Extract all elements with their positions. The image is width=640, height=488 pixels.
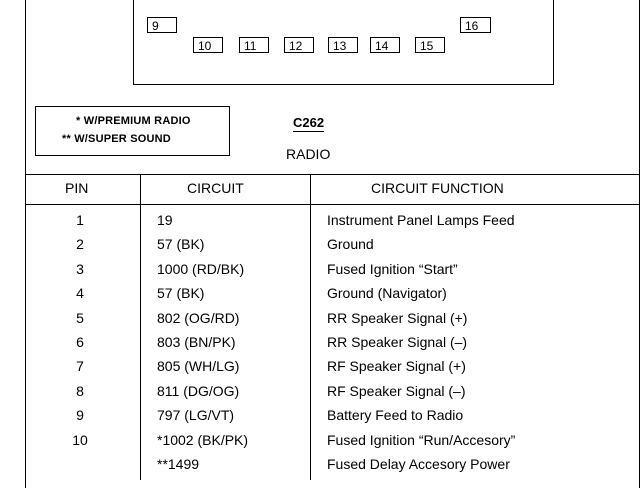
table-row-function: Instrument Panel Lamps Feed: [327, 212, 515, 228]
table-row-function: RF Speaker Signal (–): [327, 382, 466, 399]
table-row-circuit: 797 (LG/VT): [157, 407, 235, 424]
table-row-circuit: 802 (OG/RD): [157, 309, 240, 326]
table-row-pin: 3: [76, 260, 84, 277]
table-row-circuit: *1002 (BK/PK): [157, 431, 249, 448]
table-row-function: Ground: [327, 236, 374, 253]
table-row-function: Fused Delay Accesory Power: [327, 456, 510, 472]
table-col-divider-1: [140, 174, 141, 480]
table-row-function: RR Speaker Signal (+): [327, 309, 468, 326]
table-row-pin: 9: [76, 407, 84, 424]
table-row-circuit: 803 (BN/PK): [157, 334, 236, 350]
table-row-pin: 4: [76, 285, 84, 302]
legend-box: [35, 106, 230, 156]
table-row-circuit: 57 (BK): [157, 236, 205, 253]
table-row-pin: 2: [76, 236, 84, 253]
table-row-circuit: **1499: [157, 456, 200, 472]
connector-pin-15: 15: [415, 37, 445, 53]
table-col-divider-2: [310, 174, 311, 480]
table-row-pin: 8: [76, 382, 84, 399]
table-row-function: Fused Ignition “Start”: [327, 260, 458, 277]
header-circuit: CIRCUIT: [187, 180, 244, 196]
table-row-circuit: 805 (WH/LG): [157, 358, 240, 375]
table-row-pin: 6: [76, 334, 84, 350]
connector-id: C262: [293, 115, 325, 130]
connector-pin-11: 11: [239, 37, 269, 53]
connector-pin-16: 16: [460, 17, 491, 33]
table-header-rule: [25, 204, 639, 205]
table-row-function: Battery Feed to Radio: [327, 407, 464, 424]
connector-name: RADIO: [286, 146, 331, 162]
table-row-pin: 7: [76, 358, 84, 375]
table-row-pin: 5: [76, 309, 84, 326]
header-circuit-function: CIRCUIT FUNCTION: [371, 180, 504, 196]
connector-pin-12: 12: [284, 37, 314, 53]
table-row-pin: 10: [72, 431, 88, 448]
legend-super-sound: ** W/SUPER SOUND: [62, 133, 171, 145]
legend-premium-radio: * W/PREMIUM RADIO: [76, 115, 191, 127]
table-row-circuit: 811 (DG/OG): [157, 382, 240, 399]
table-row-circuit: 1000 (RD/BK): [157, 260, 245, 277]
table-row-function: Ground (Navigator): [327, 285, 447, 302]
header-pin: PIN: [65, 180, 89, 196]
table-row-function: Fused Ignition “Run/Accesory”: [327, 431, 516, 448]
table-row-circuit: 19: [157, 212, 173, 228]
connector-pin-9: 9: [147, 17, 177, 33]
connector-pin-14: 14: [370, 37, 400, 53]
table-row-function: RF Speaker Signal (+): [327, 358, 466, 375]
table-row-circuit: 57 (BK): [157, 285, 205, 302]
connector-pin-10: 10: [193, 37, 223, 53]
table-row-function: RR Speaker Signal (–): [327, 334, 468, 350]
table-row-pin: 1: [76, 212, 84, 228]
table-top-rule: [25, 174, 639, 175]
connector-pin-13: 13: [328, 37, 358, 53]
